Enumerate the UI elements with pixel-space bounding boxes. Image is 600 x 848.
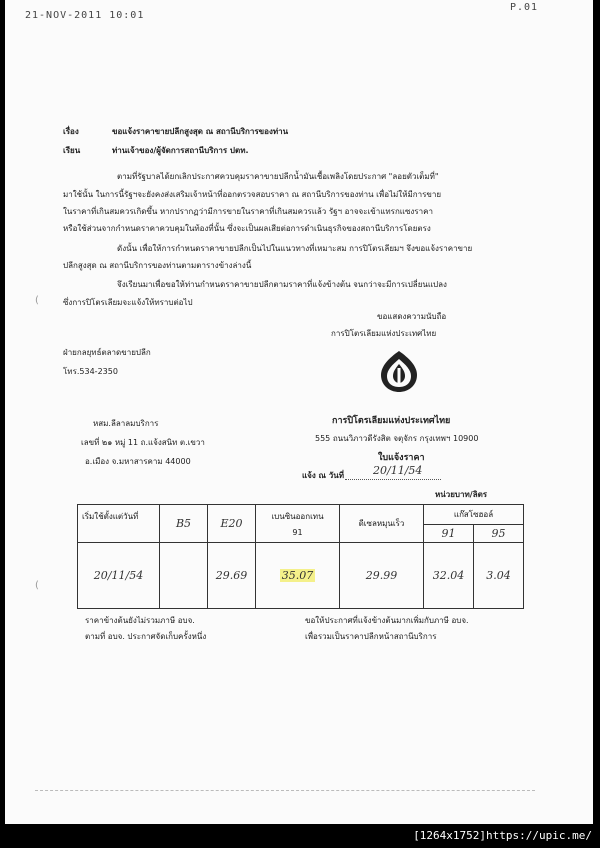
cell-e20: 29.69 [208,543,256,609]
cell-gasoline-91: 35.07 [256,543,340,609]
fax-timestamp: 21-NOV-2011 10:01 [25,10,145,21]
image-credit: [1264x1752]https://upic.me/ [413,829,592,842]
body-line: มาใช้นั้น ในการนี้รัฐฯจะยังคงส่งเสริมเจ้าหน้าที่ออกตรวจสอบราคา ณ สถานีบริการของท่าน เพื่อไม่ให้มีการขาย [63,190,442,199]
subject-label: เรื่อง [63,127,79,136]
body-line: จึงเรียนมาเพื่อขอให้ท่านกำหนดราคาขายปลีกตามราคาที่แจ้งข้างต้น จนกว่าจะมีการเปลี่ยนแปลง [117,280,447,289]
to-label: เรียน [63,146,81,155]
unit-label: หน่วยบาท/ลิตร [435,490,488,499]
fax-page-number: P.01 [510,2,539,13]
cell-gasohol-91: 32.04 [424,543,474,609]
date-value: 20/11/54 [373,464,423,477]
recipient-address-1: เลขที่ ๒๑ หมู่ 11 ถ.แจ้งสนิท ต.เขวา [81,438,205,447]
body-line: หรือใช้ส่วนจากกำหนดราคาควบคุมในท้องที่นั้น ซึ่งจะเป็นผลเสียต่อการดำเนินธุรกิจของสถานีบริการโดยตรง [63,224,431,233]
company-name: การปิโตรเลียมแห่งประเทศไทย [332,416,451,426]
header-b5: B5 [160,505,208,543]
bottom-edge-mark [35,790,535,791]
body-line: ดังนั้น เพื่อให้การกำหนดราคาขายปลีกเป็นไปในแนวทางที่เหมาะสม การปิโตรเลียมฯ จึงขอแจ้งราคาขาย [117,244,473,253]
company-address: 555 ถนนวิภาวดีรังสิต จตุจักร กรุงเทพฯ 10900 [315,434,479,443]
header-gasoline-octane: 91 [292,528,303,537]
body-line: ปลีกสูงสุด ณ สถานีบริการของท่านตามตารางข้างล่างนี้ [63,261,252,270]
header-gasoline [256,505,340,543]
date-dotted-line [345,479,441,480]
image-host-footer [0,824,600,848]
header-gasohol-95: 95 [474,525,524,543]
subject-text: ขอแจ้งราคาขายปลีกสูงสุด ณ สถานีบริการของท่าน [112,127,289,136]
body-line: ตามที่รัฐบาลได้ยกเลิกประกาศควบคุมราคาขายปลีกน้ำมันเชื้อเพลิงโดยประกาศ "ลอยตัวเต็มที่" [117,172,439,181]
recipient-name: หสม.ลีลาลมบริการ [93,419,159,428]
note-right-1: ขอให้ประกาศที่แจ้งข้างต้นมากเพิ่มกับภาษี อบจ. [305,616,469,625]
header-effective-date: เริ่มใช้ตั้งแต่วันที่ [78,505,160,543]
header-gasohol-91: 91 [424,525,474,543]
body-line: ในราคาที่เกินสมควรเกิดขึ้น หากปรากฏว่ามีการขายในราคาที่เกินสมควรแล้ว รัฐฯ อาจจะเข้าแทรกแซงราคา [63,207,433,216]
signoff: ขอแสดงความนับถือ [377,312,447,321]
signoff-org: การปิโตรเลียมแห่งประเทศไทย [331,329,437,338]
cell-date: 20/11/54 [78,543,160,609]
ptt-logo [377,348,421,394]
header-diesel: ดีเซลหมุนเร็ว [340,505,424,543]
recipient-address-2: อ.เมือง จ.มหาสารคาม 44000 [85,457,191,466]
header-gasohol: แก๊สโซฮอล์ [424,505,524,525]
cell-diesel: 29.99 [340,543,424,609]
note-left-1: ราคาข้างต้นยังไม่รวมภาษี อบจ. [85,616,195,625]
header-e20: E20 [208,505,256,543]
cell-gasohol-95: 3.04 [474,543,524,609]
to-text: ท่านเจ้าของ/ผู้จัดการสถานีบริการ ปตท. [112,146,249,155]
phone: โทร.534-2350 [63,367,118,376]
body-line: ซึ่งการปิโตรเลียมจะแจ้งให้ทราบต่อไป [63,298,193,307]
note-left-2: ตามที่ อบจ. ประกาศจัดเก็บครั้งหนึ่ง [85,632,207,641]
table-row [78,543,524,609]
price-table [77,504,524,609]
punch-hole-mark: ( [35,580,39,591]
document-type: ใบแจ้งราคา [378,453,425,463]
note-right-2: เพื่อรวมเป็นราคาปลีกหน้าสถานีบริการ [305,632,437,641]
date-label: แจ้ง ณ วันที่ [302,471,344,480]
department: ฝ่ายกลยุทธ์ตลาดขายปลีก [63,348,151,357]
fax-page [5,0,593,824]
cell-b5 [160,543,208,609]
punch-hole-mark: ( [35,295,39,306]
header-gasoline-label: เบนซินออกเทน [271,512,324,521]
